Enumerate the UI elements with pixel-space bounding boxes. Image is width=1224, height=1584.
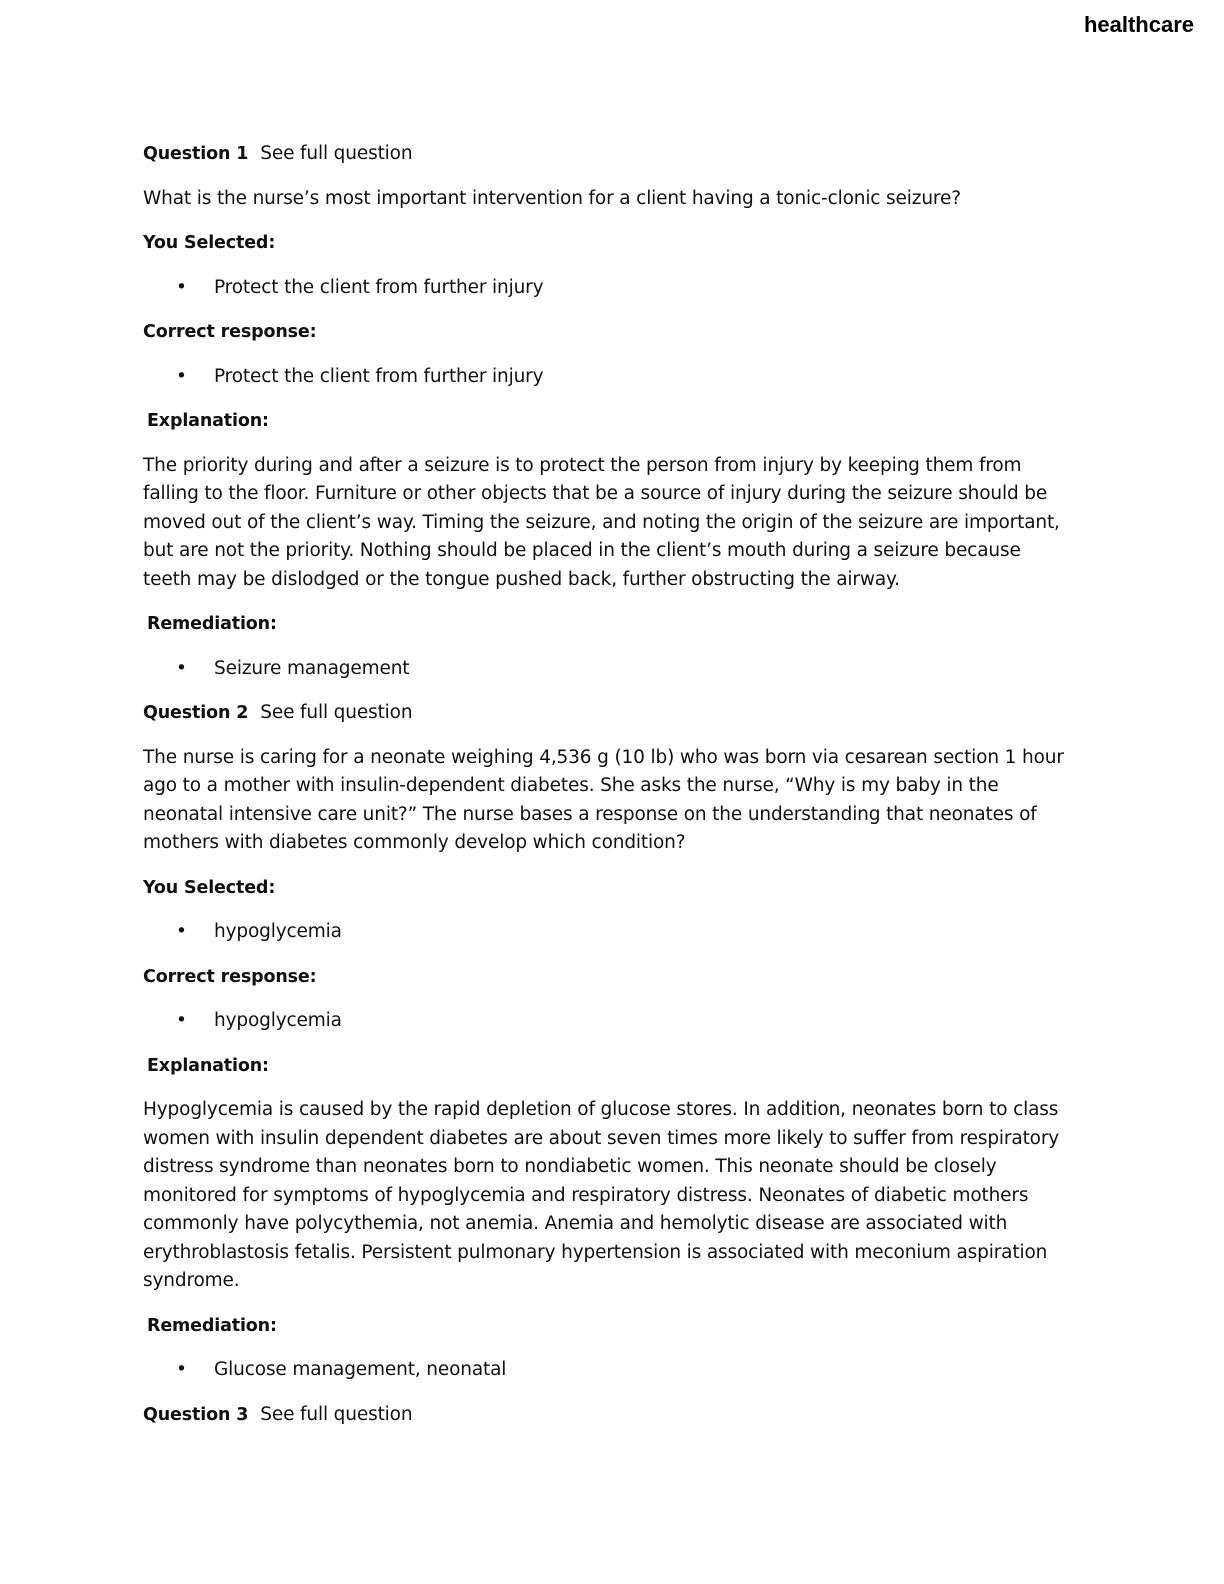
explanation-label: Explanation:	[147, 411, 269, 431]
remediation-label: Remediation:	[147, 614, 277, 634]
remediation-list	[143, 655, 1073, 684]
explanation-label: Explanation:	[147, 1055, 269, 1076]
see-full-question-link[interactable]: See full question	[260, 143, 413, 164]
correct-response-item: • hypoglycemia	[143, 1007, 1073, 1036]
you-selected-label: You Selected:	[143, 233, 276, 253]
question-block-2	[143, 699, 1073, 1385]
you-selected-list	[143, 918, 1073, 947]
question-heading	[143, 1401, 1073, 1430]
document-body	[143, 140, 1073, 1445]
question-block-1	[143, 140, 1073, 683]
correct-response-label: Correct response:	[143, 966, 317, 987]
see-full-question-link[interactable]: See full question	[260, 1403, 413, 1425]
question-heading	[143, 699, 1073, 728]
explanation-text: The priority during and after a seizure is to protect the person from injury by keeping them from falling to the floor. Furniture or other objects that be a source of injury during the seizure should be moved out of the client’s way. Timing the seizure, and noting the origin of the seizure are important, but are not the priority. Nothing should be placed in the client’s mouth during a seizure because teeth may be dislodged or the tongue pushed back, further obstructing the airway.	[143, 454, 1060, 590]
you-selected-label: You Selected:	[143, 877, 276, 898]
remediation-list	[143, 1356, 1073, 1385]
watermark-label: healthcare	[1083, 12, 1194, 37]
question-text: What is the nurse’s most important intervention for a client having a tonic-clonic seizure?	[143, 187, 961, 209]
see-full-question-link[interactable]: See full question	[260, 702, 413, 723]
correct-response-list	[143, 1007, 1073, 1036]
question-label: Question 1	[143, 144, 249, 164]
question-label: Question 2	[143, 703, 249, 723]
you-selected-item: • hypoglycemia	[143, 918, 1073, 947]
correct-response-item: • Protect the client from further injury	[143, 363, 1073, 392]
question-text: The nurse is caring for a neonate weighing 4,536 g (10 lb) who was born via cesarean section 1 hour ago to a mother with insulin-dependent diabetes. She asks the nurse, “Why is my baby in the neonatal intensive care unit?” The nurse bases a response on the understanding that neonates of mothers with diabetes commonly develop which condition?	[143, 746, 1064, 853]
you-selected-item: • Protect the client from further injury	[143, 274, 1073, 303]
correct-response-label: Correct response:	[143, 322, 317, 342]
remediation-label: Remediation:	[147, 1315, 277, 1336]
you-selected-list	[143, 274, 1073, 303]
correct-response-list	[143, 363, 1073, 392]
explanation-text: Hypoglycemia is caused by the rapid depletion of glucose stores. In addition, neonates born to class women with insulin dependent diabetes are about seven times more likely to suffer from respiratory distress syndrome than neonates born to nondiabetic women. This neonate should be closely monitored for symptoms of hypoglycemia and respiratory distress. Neonates of diabetic mothers commonly have polycythemia, not anemia. Anemia and hemolytic disease are associated with erythroblastosis fetalis. Persistent pulmonary hypertension is associated with meconium aspiration syndrome.	[143, 1099, 1060, 1291]
question-block-3	[143, 1401, 1073, 1430]
remediation-item: • Glucose management, neonatal	[143, 1356, 1073, 1385]
question-label: Question 3	[143, 1404, 249, 1425]
remediation-item: • Seizure management	[143, 655, 1073, 684]
question-heading	[143, 140, 1073, 169]
